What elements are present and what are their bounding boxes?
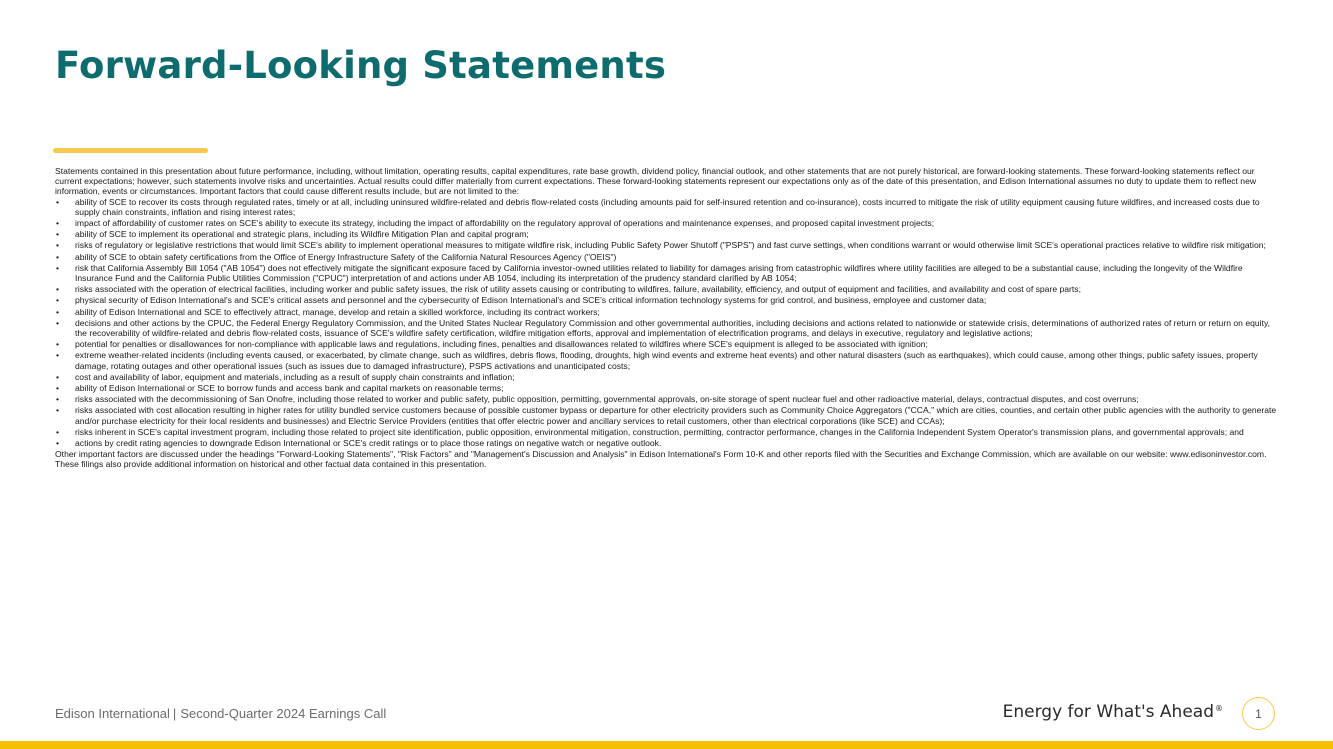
list-item: • cost and availability of labor, equipment and materials, including as a result of supply chain constraints and inflation;	[55, 372, 1280, 382]
company-name: Edison International	[55, 706, 170, 721]
list-item: • physical security of Edison International's and SCE's critical assets and personnel and the cybersecurity of Edison International's and SCE's critical information technology systems for grid control, and business, employee and customer data;	[55, 295, 1280, 305]
list-item: • ability of SCE to implement its operational and strategic plans, including its Wildfire Mitigation Plan and capital program;	[55, 229, 1280, 239]
page-number	[1242, 697, 1275, 730]
risk-factor-list	[55, 197, 1280, 449]
list-item: • risks associated with the operation of electrical facilities, including worker and public safety issues, the risk of utility assets causing or contributing to wildfires, failure, availability, efficiency, and output of equipment and facilities, and availability and cost of spare parts;	[55, 284, 1280, 294]
title-underline	[53, 148, 208, 153]
page-number-text: 1	[1255, 706, 1262, 721]
list-item: • potential for penalties or disallowances for non-compliance with applicable laws and regulations, including fines, penalties and disallowances related to wildfires where SCE's equipment is alleged to be associated with ignition;	[55, 339, 1280, 349]
list-item: • ability of Edison International or SCE to borrow funds and access bank and capital markets on reasonable terms;	[55, 383, 1280, 393]
list-item: • risks associated with cost allocation resulting in higher rates for utility bundled service customers because of possible customer bypass or departure for other electricity providers such as Community Choice Aggregators ("CCA," which are cities, counties, and certain other public agencies with the authority to generate and/or purchase electricity for their local residents and businesses) and Electric Service Providers (entities that offer electric power and ancillary services to retail customers, other than electrical corporations (like SCE) and CCAs);	[55, 405, 1280, 425]
list-item: • ability of Edison International and SCE to effectively attract, manage, develop and retain a skilled workforce, including its contract workers;	[55, 307, 1280, 317]
list-item: • impact of affordability of customer rates on SCE's ability to execute its strategy, including the impact of affordability on the regulatory approval of operations and maintenance expenses, and proposed capital investment projects;	[55, 218, 1280, 228]
list-item: • decisions and other actions by the CPUC, the Federal Energy Regulatory Commission, and the United States Nuclear Regulatory Commission and other governmental authorities, including decisions and actions related to nationwide or statewide crisis, determinations of authorized rates of return or return on equity, the recoverability of wildfire-related and debris flow-related costs, issuance of SCE's wildfire safety certification, wildfire mitigation efforts, approval and implementation of electrification programs, and delays in executive, regulatory and legislative actions;	[55, 318, 1280, 338]
outro-paragraph: Other important factors are discussed under the headings "Forward-Looking Statements", "Risk Factors" and "Management's Discussion and Analysis" in Edison International's Form 10-K and other reports filed with the Securities and Exchange Commission, which are available on our website: www.edisoninvestor.com. These filings also provide additional information on historical and other factual data contained in this presentation.	[55, 449, 1267, 470]
list-item: • ability of SCE to recover its costs through regulated rates, timely or at all, including uninsured wildfire-related and debris flow-related costs (including amounts paid for self-insured retention and co-insurance), costs incurred to mitigate the risk of utility equipment causing future wildfires, and increased costs due to supply chain constraints, inflation and rising interest rates;	[55, 197, 1280, 217]
list-item: • actions by credit rating agencies to downgrade Edison International or SCE's credit ratings or to place those ratings on negative watch or negative outlook.	[55, 438, 1280, 448]
statement-body	[55, 166, 1280, 470]
footer-separator: |	[172, 706, 177, 721]
list-item: • ability of SCE to obtain safety certifications from the Office of Energy Infrastructure Safety of the California Natural Resources Agency ("OEIS")	[55, 252, 1280, 262]
bottom-accent-bar	[0, 741, 1333, 749]
list-item: • risks associated with the decommissioning of San Onofre, including those related to worker and public safety, public opposition, permitting, governmental approvals, on-site storage of spent nuclear fuel and other radioactive material, delays, contractual disputes, and cost overruns;	[55, 394, 1280, 404]
intro-paragraph: Statements contained in this presentation about future performance, including, without limitation, operating results, capital expenditures, rate base growth, dividend policy, financial outlook, and other statements that are not purely historical, are forward-looking statements. These forward-looking statements reflect our current expectations; however, such statements involve risks and uncertainties. Actual results could differ materially from current expectations. These forward-looking statements represent our expectations only as of the date of this presentation, and Edison International assumes no duty to update them to reflect new information, events or circumstances. Important factors that could cause different results include, but are not limited to the:	[55, 166, 1257, 197]
tagline	[1003, 702, 1223, 722]
event-name: Second-Quarter 2024 Earnings Call	[180, 706, 387, 721]
registered-mark: ®	[1215, 704, 1223, 713]
page-title: Forward-Looking Statements	[55, 44, 667, 87]
list-item: • risks inherent in SCE's capital investment program, including those related to project site identification, public opposition, environmental mitigation, construction, permitting, contractor performance, changes in the California Independent System Operator's transmission plans, and governmental approvals; and	[55, 427, 1280, 437]
footer-caption	[55, 706, 386, 721]
list-item: • risk that California Assembly Bill 1054 ("AB 1054") does not effectively mitigate the significant exposure faced by California investor-owned utilities related to liability for damages arising from catastrophic wildfires where utility facilities are alleged to be a substantial cause, including the longevity of the Wildfire Insurance Fund and the California Public Utilities Commission ("CPUC") interpretation of and actions under AB 1054, including its interpretation of the prudency standard clarified by AB 1054;	[55, 263, 1280, 283]
tagline-text: Energy for What's Ahead	[1002, 702, 1214, 722]
list-item: • risks of regulatory or legislative restrictions that would limit SCE's ability to implement operational measures to mitigate wildfire risk, including Public Safety Power Shutoff ("PSPS") and fast curve settings, when conditions warrant or would otherwise limit SCE's operational practices relative to wildfire risk mitigation;	[55, 240, 1280, 250]
list-item: • extreme weather-related incidents (including events caused, or exacerbated, by climate change, such as wildfires, debris flows, flooding, droughts, high wind events and extreme heat events) and other natural disasters (such as earthquakes), which could cause, among other things, public safety issues, property damage, rotating outages and other operational issues (such as issues due to damaged infrastructure), PSPS activations and unanticipated costs;	[55, 350, 1280, 370]
